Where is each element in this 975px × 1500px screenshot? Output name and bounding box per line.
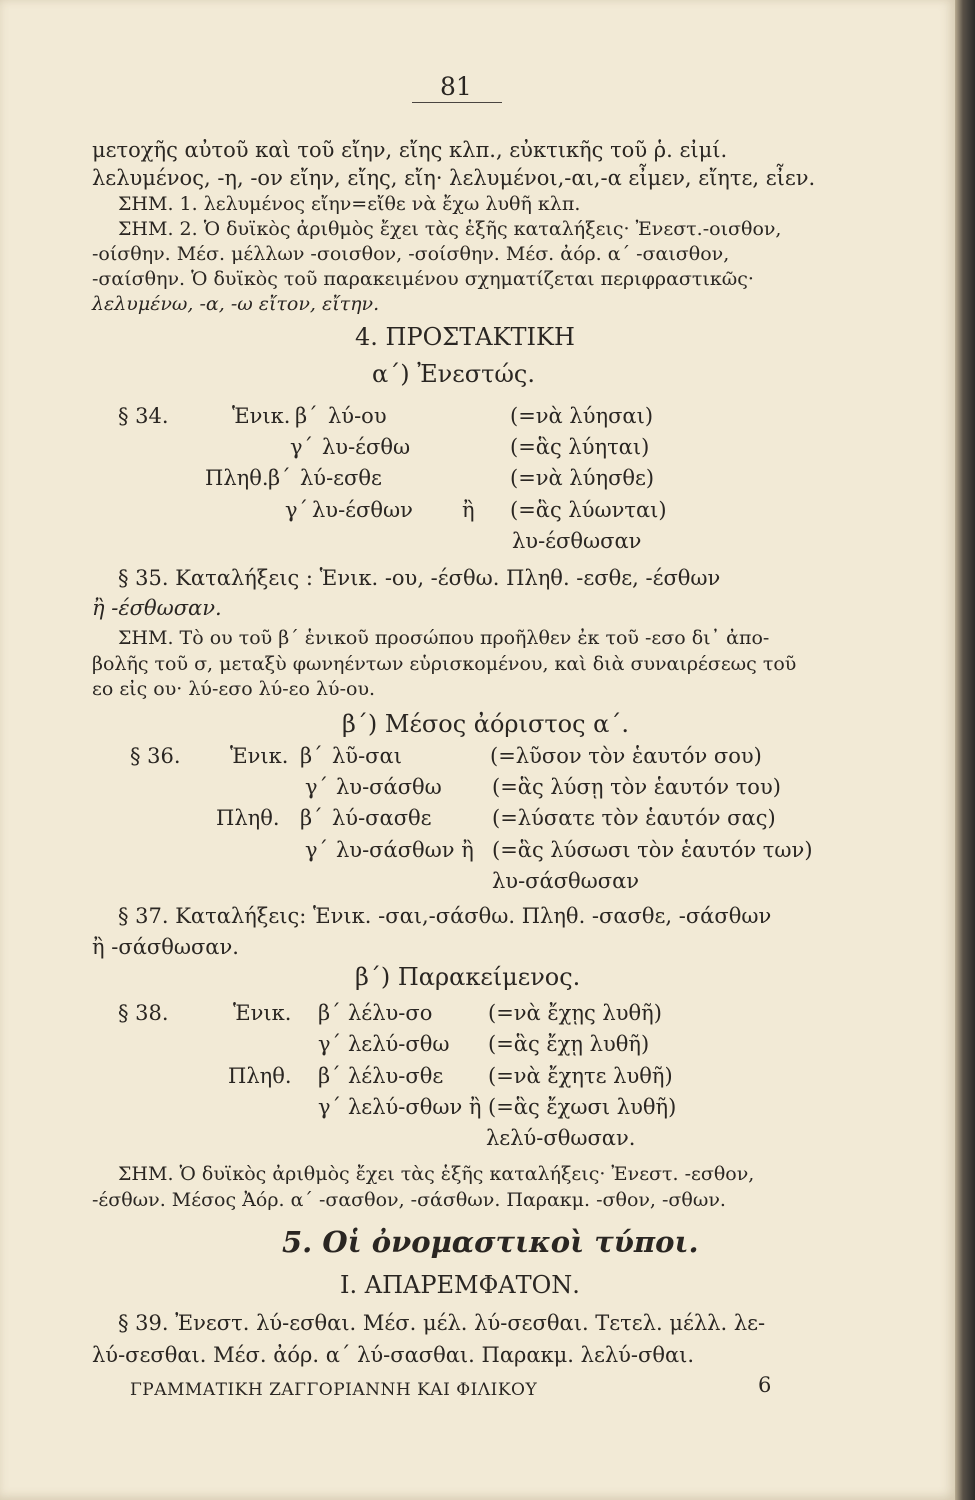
- verb-form: λελύ-σθω: [348, 1032, 450, 1056]
- person-label: γ´: [318, 1095, 342, 1119]
- gloss: (=νὰ λύησαι): [510, 404, 654, 428]
- gloss: (=νὰ ἔχῃς λυθῆ): [488, 1001, 662, 1025]
- number-label: Ἑνικ.: [232, 404, 291, 428]
- number-label: Ἑνικ.: [230, 744, 289, 768]
- subsection-title: α´) Ἐνεστώς.: [372, 360, 535, 388]
- gloss: (=ἃς λύσῃ τὸν ἑαυτόν του): [492, 775, 781, 799]
- number-label: Ἑνικ.: [233, 1001, 292, 1025]
- gloss: (=ἃς λύηται): [510, 435, 650, 459]
- note-line: -οίσθην. Μέσ. μέλλων -σοισθον, -σοίσθην. Μέσ. ἀόρ. α´ -σαισθον,: [92, 243, 730, 265]
- note-line: βολῆς τοῦ σ, μεταξὺ φωνηέντων εὑρισκομένου, καὶ διὰ συναιρέσεως τοῦ: [92, 653, 797, 675]
- verb-form: λύ-ου: [328, 404, 387, 428]
- gloss: (=ἃς λύωνται): [510, 498, 667, 522]
- note-line: ΣΗΜ. Ὁ δυϊκὸς ἀριθμὸς ἔχει τὰς ἑξῆς καταλήξεις· Ἐνεστ. -εσθον,: [118, 1163, 755, 1185]
- person-label: β´: [318, 1001, 341, 1025]
- verb-form: λελύ-σθων ἢ: [348, 1095, 482, 1119]
- verb-form: λυ-έσθων: [312, 498, 413, 522]
- text-line: λελυμένος, -η, -ον εἴην, εἴης, εἴη· λελυμένοι,-αι,-α εἶμεν, εἴητε, εἶεν.: [92, 166, 816, 190]
- section-title: 5. Οἱ ὀνομαστικοὶ τύποι.: [282, 1225, 699, 1259]
- subsection-title: Ι. ΑΠΑΡΕΜΦΑΤΟΝ.: [340, 1271, 580, 1299]
- subsection-title: β´) Μέσος ἀόριστος α´.: [342, 710, 629, 738]
- text-line: ἢ -σάσθωσαν.: [92, 935, 239, 959]
- person-label: γ´: [285, 498, 309, 522]
- section-title: 4. ΠΡΟΣΤΑΚΤΙΚΗ: [355, 323, 575, 351]
- person-label: γ´: [318, 1032, 342, 1056]
- number-label: Πληθ.: [228, 1064, 292, 1088]
- verb-form: λυ-σάσθωσαν: [492, 869, 640, 893]
- footer-title: ΓΡΑΜΜΑΤΙΚΗ ΖΑΓΓΟΡΙΑΝΝΗ ΚΑΙ ΦΙΛΙΚΟΥ: [130, 1380, 538, 1400]
- gloss: (=ἃς ἔχωσι λυθῆ): [488, 1095, 677, 1119]
- gloss: (=λῦσον τὸν ἑαυτόν σου): [490, 744, 762, 768]
- verb-form: λελύ-σθωσαν.: [486, 1126, 636, 1150]
- page-number-rule: [412, 102, 502, 103]
- verb-form: λέλυ-σο: [348, 1001, 433, 1025]
- text-line: § 39. Ἐνεστ. λύ-εσθαι. Μέσ. μέλ. λύ-σεσθαι. Τετελ. μέλλ. λε-: [118, 1311, 766, 1335]
- verb-form: λυ-έσθωσαν: [512, 529, 642, 553]
- note-line: -σαίσθην. Ὁ δυϊκὸς τοῦ παρακειμένου σχηματίζεται περιφραστικῶς·: [92, 268, 754, 290]
- or-word: ἢ: [462, 498, 475, 522]
- subsection-title: β´) Παρακείμενος.: [355, 963, 581, 991]
- note-line: ΣΗΜ. 1. λελυμένος εἴην=εἴθε νὰ ἔχω λυθῆ κλπ.: [118, 193, 581, 215]
- paragraph-number: § 38.: [118, 1001, 169, 1025]
- paragraph-number: § 34.: [118, 404, 169, 428]
- verb-form: λύ-σασθε: [332, 806, 432, 830]
- page-edge: [955, 0, 975, 1500]
- note-line: ΣΗΜ. Τὸ ου τοῦ β´ ἑνικοῦ προσώπου προῆλθεν ἐκ τοῦ -εσο δι᾽ ἀπο-: [118, 627, 770, 649]
- gloss: (=λύσατε τὸν ἑαυτόν σας): [492, 806, 776, 830]
- person-label: γ´: [305, 838, 329, 862]
- text-line: § 37. Καταλήξεις: Ἑνικ. -σαι,-σάσθω. Πληθ. -σασθε, -σάσθων: [118, 904, 772, 928]
- gloss: (=νὰ ἔχητε λυθῆ): [488, 1064, 673, 1088]
- verb-form: λυ-σάσθω: [336, 775, 442, 799]
- person-label: γ´: [290, 435, 314, 459]
- person-label: β´: [300, 806, 323, 830]
- text-line: μετοχῆς αὐτοῦ καὶ τοῦ εἴην, εἴης κλπ., εὐκτικῆς τοῦ ῥ. εἰμί.: [92, 138, 728, 162]
- person-label: β´: [300, 744, 323, 768]
- page-number: 81: [440, 72, 472, 101]
- person-label: β´: [268, 466, 291, 490]
- gloss: (=ἃς λύσωσι τὸν ἑαυτόν των): [492, 838, 813, 862]
- verb-form: λυ-έσθω: [322, 435, 411, 459]
- verb-form: λυ-σάσθων ἢ: [336, 838, 474, 862]
- gloss: (=νὰ λύησθε): [510, 466, 655, 490]
- person-label: β´: [295, 404, 318, 428]
- verb-form: λύ-εσθε: [300, 466, 382, 490]
- number-label: Πληθ.: [216, 806, 280, 830]
- gloss: (=ἃς ἔχῃ λυθῆ): [488, 1032, 650, 1056]
- text-line: λύ-σεσθαι. Μέσ. ἀόρ. α´ λύ-σασθαι. Παρακμ. λελύ-σθαι.: [92, 1343, 695, 1367]
- note-line: λελυμένω, -α, -ω εἴτον, εἴτην.: [92, 293, 380, 315]
- number-label: Πληθ.: [205, 466, 269, 490]
- verb-form: λέλυ-σθε: [348, 1064, 444, 1088]
- text-line: § 35. Καταλήξεις : Ἑνικ. -ου, -έσθω. Πληθ. -εσθε, -έσθων: [118, 566, 721, 590]
- person-label: γ´: [305, 775, 329, 799]
- verb-form: λῦ-σαι: [332, 744, 402, 768]
- note-line: ΣΗΜ. 2. Ὁ δυϊκὸς ἀριθμὸς ἔχει τὰς ἑξῆς καταλήξεις· Ἐνεστ.-οισθον,: [118, 218, 782, 240]
- note-line: εο εἰς ου· λύ-εσο λύ-εο λύ-ου.: [92, 678, 376, 700]
- text-line: ἢ -έσθωσαν.: [92, 596, 222, 620]
- note-line: -έσθων. Μέσος Ἀόρ. α´ -σασθον, -σάσθων. Παρακμ. -σθον, -σθων.: [92, 1189, 726, 1211]
- person-label: β´: [318, 1064, 341, 1088]
- signature-mark: 6: [758, 1373, 772, 1397]
- paragraph-number: § 36.: [130, 744, 181, 768]
